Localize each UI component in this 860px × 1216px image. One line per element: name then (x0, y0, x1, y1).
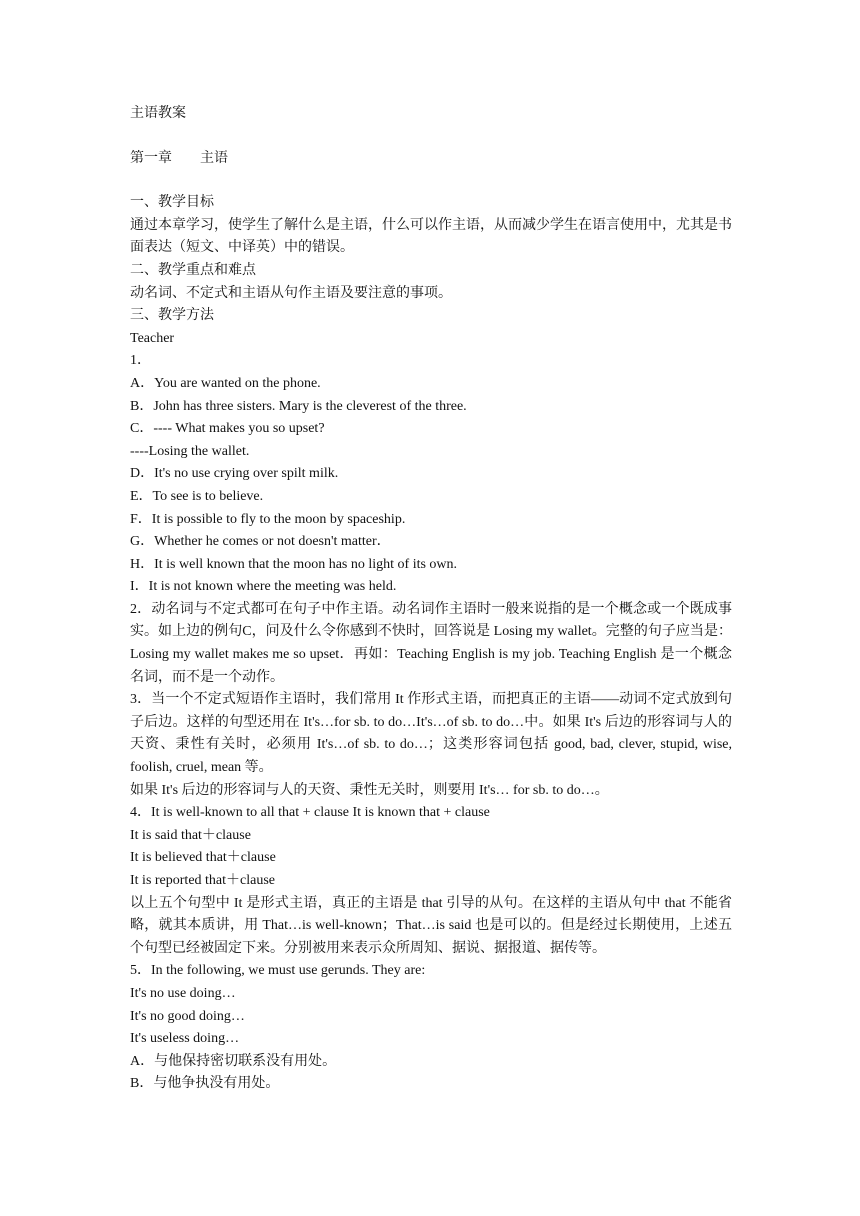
exercise-item: B．与他争执没有用处。 (130, 1076, 280, 1092)
document-title: 主语教案 (130, 106, 186, 121)
exercise-item: A．与他保持密切联系没有用处。 (130, 1053, 337, 1069)
example-sentence: A．You are wanted on the phone. (130, 375, 321, 391)
example-sentence: D．It's no use crying over spilt milk. (130, 466, 339, 482)
text-line: It's useless doing… (130, 1031, 240, 1047)
example-sentence: C．---- What makes you so upset? (130, 421, 325, 437)
text-line: It is reported that＋clause (130, 873, 276, 888)
chapter-title: 主语 (200, 150, 228, 166)
section-heading: 三、教学方法 (130, 308, 214, 324)
text-line: It's no good doing… (130, 1008, 245, 1024)
text-line: It is believed that＋clause (130, 850, 276, 866)
text-line: Teacher (130, 330, 175, 346)
paragraph: 2．动名词与不定式都可在句子中作主语。动名词作主语时一般来说指的是一个概念或一个既成事实。如上边的例句C，问及什么令你感到不快时，回答说是 Losing my wallet。完整的句子应当是：Losing my wallet makes me so upset．再如：Teaching English is my job. Teaching English 是一个概念名词，而不是一个动作。 (130, 601, 732, 685)
list-number: 1． (130, 353, 151, 369)
text-line: 4．It is well-known to all that + clause It is known that + clause (130, 805, 490, 821)
example-sentence: I．It is not known where the meeting was held. (130, 579, 397, 595)
paragraph: 如果 It's 后边的形容词与人的天资、秉性无关时，则要用 It's… for sb. to do…。 (130, 782, 609, 798)
chapter-number: 第一章 (130, 150, 172, 166)
example-sentence: B．John has three sisters. Mary is the cleverest of the three. (130, 398, 467, 414)
paragraph: 3．当一个不定式短语作主语时，我们常用 It 作形式主语，而把真正的主语——动词不定式放到句子后边。这样的句型还用在 It's…for sb. to do…It's…of sb. to do…中。如果 It's 后边的形容词与人的天资、秉性有关时，必须用 It's…of sb. to do…；这类形容词包括 good, bad, clever, stupid, wise, foolish, cruel, mean 等。 (130, 692, 732, 776)
paragraph: 动名词、不定式和主语从句作主语及要注意的事项。 (130, 285, 452, 301)
section-heading: 二、教学重点和难点 (130, 262, 256, 278)
example-sentence: G．Whether he comes or not doesn't matter． (130, 534, 391, 550)
document-body (130, 103, 732, 1096)
text-line: It is said that＋clause (130, 827, 251, 843)
example-sentence: ----Losing the wallet. (130, 443, 250, 459)
example-sentence: H．It is well known that the moon has no light of its own. (130, 556, 458, 572)
example-sentence: E．To see is to believe. (130, 488, 264, 504)
chapter-heading (130, 148, 732, 171)
section-heading: 一、教学目标 (130, 195, 214, 211)
example-sentence: F．It is possible to fly to the moon by spaceship. (130, 511, 406, 527)
paragraph: 以上五个句型中 It 是形式主语，真正的主语是 that 引导的从句。在这样的主语从句中 that 不能省略，就其本质讲，用 That…is well-known；That…is said 也是可以的。但是经过长期使用，上述五个句型已经被固定下来。分别被用来表示众所周知、据说、据报道、据传等。 (130, 895, 732, 956)
text-line: 5．In the following, we must use gerunds. They are: (130, 963, 426, 979)
text-line: It's no use doing… (130, 985, 236, 1001)
paragraph: 通过本章学习，使学生了解什么是主语，什么可以作主语，从而减少学生在语言使用中，尤其是书面表达（短文、中译英）中的错误。 (130, 217, 732, 256)
